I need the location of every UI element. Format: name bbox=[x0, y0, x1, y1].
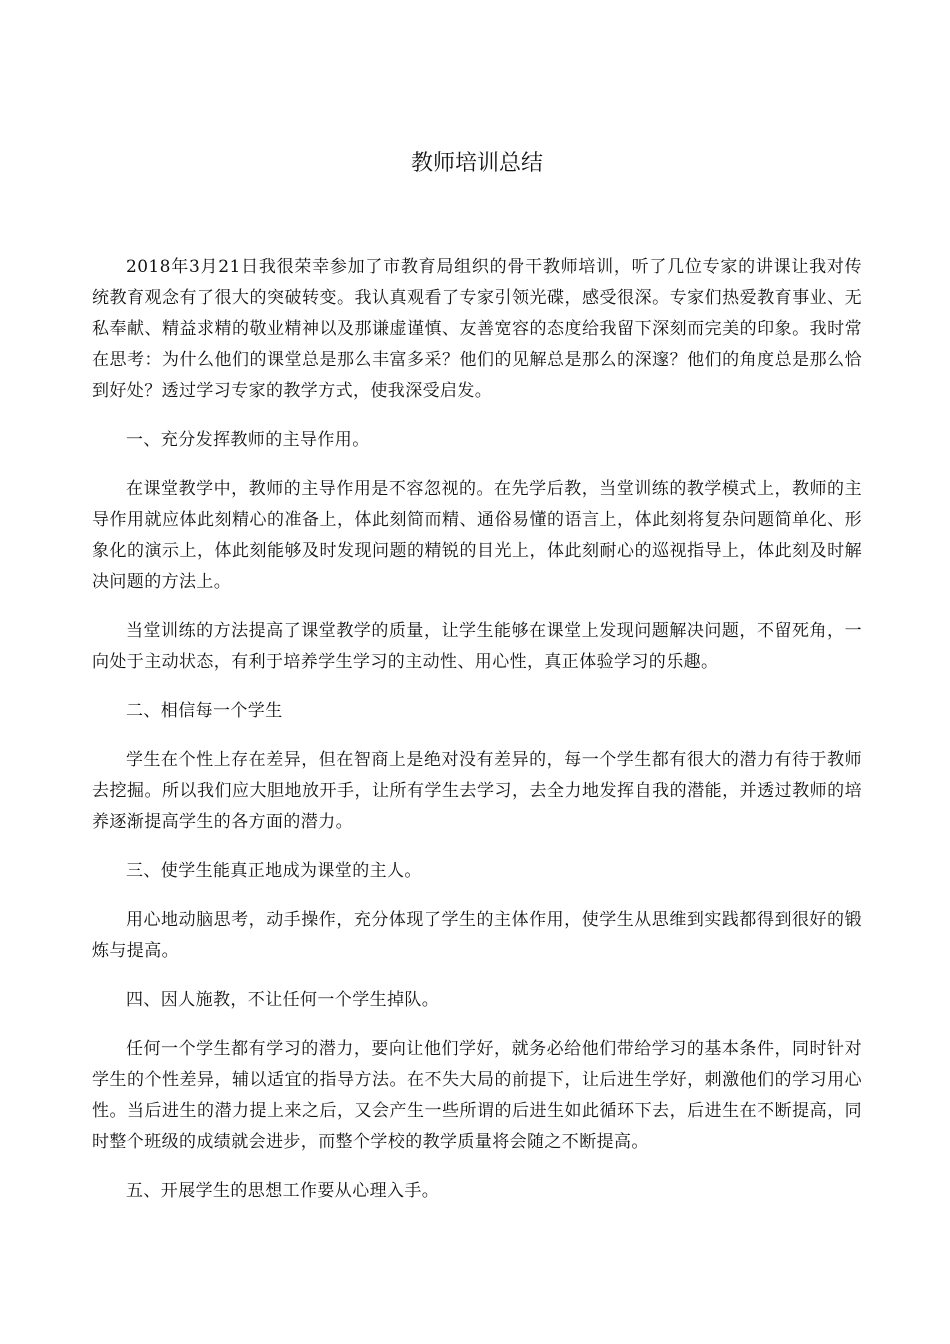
section-heading-5: 五、开展学生的思想工作要从心理入手。 bbox=[126, 1181, 440, 1201]
document-page bbox=[92, 140, 862, 1225]
section-heading-4: 四、因人施教，不让任何一个学生掉队。 bbox=[126, 990, 440, 1010]
intro-paragraph: 2018年3月21日我很荣幸参加了市教育局组织的骨干教师培训，听了几位专家的讲课让我对传统教育观念有了很大的突破转变。我认真观看了专家引领光碟，感受很深。专家们热爱教育事业、无私奉献、精益求精的敬业精神以及那谦虚谨慎、友善宽容的态度给我留下深刻而完美的印象。我时常在思考：为什么他们的课堂总是那么丰富多采？他们的见解总是那么的深邃？他们的角度总是那么恰到好处？透过学习专家的教学方式，使我深受启发。 bbox=[92, 257, 862, 401]
section-heading-1: 一、充分发挥教师的主导作用。 bbox=[126, 430, 370, 450]
document-title: 教师培训总结 bbox=[410, 151, 543, 176]
section-heading-2: 二、相信每一个学生 bbox=[126, 701, 283, 721]
section-1-paragraph-2: 当堂训练的方法提高了课堂教学的质量，让学生能够在课堂上发现问题解决问题，不留死角，一向处于主动状态，有利于培养学生学习的主动性、用心性，真正体验学习的乐趣。 bbox=[92, 621, 862, 672]
section-1-paragraph-1: 在课堂教学中，教师的主导作用是不容忽视的。在先学后教，当堂训练的教学模式上，教师的主导作用就应体此刻精心的准备上，体此刻简而精、通俗易懂的语言上，体此刻将复杂问题简单化、形象化的演示上，体此刻能够及时发现问题的精锐的目光上，体此刻耐心的巡视指导上，体此刻及时解决问题的方法上。 bbox=[92, 479, 862, 592]
section-2-paragraph: 学生在个性上存在差异，但在智商上是绝对没有差异的，每一个学生都有很大的潜力有待于教师去挖掘。所以我们应大胆地放开手，让所有学生去学习，去全力地发挥自我的潜能，并透过教师的培养逐渐提高学生的各方面的潜力。 bbox=[92, 750, 862, 832]
section-heading-3: 三、使学生能真正地成为课堂的主人。 bbox=[126, 861, 422, 881]
section-4-paragraph: 任何一个学生都有学习的潜力，要向让他们学好，就务必给他们带给学习的基本条件，同时针对学生的个性差异，辅以适宜的指导方法。在不失大局的前提下，让后进生学好，刺激他们的学习用心性。当后进生的潜力提上来之后，又会产生一些所谓的后进生如此循环下去，后进生在不断提高，同时整个班级的成绩就会进步，而整个学校的教学质量将会随之不断提高。 bbox=[92, 1039, 862, 1152]
section-3-paragraph: 用心地动脑思考，动手操作，充分体现了学生的主体作用，使学生从思维到实践都得到很好的锻炼与提高。 bbox=[92, 910, 862, 961]
